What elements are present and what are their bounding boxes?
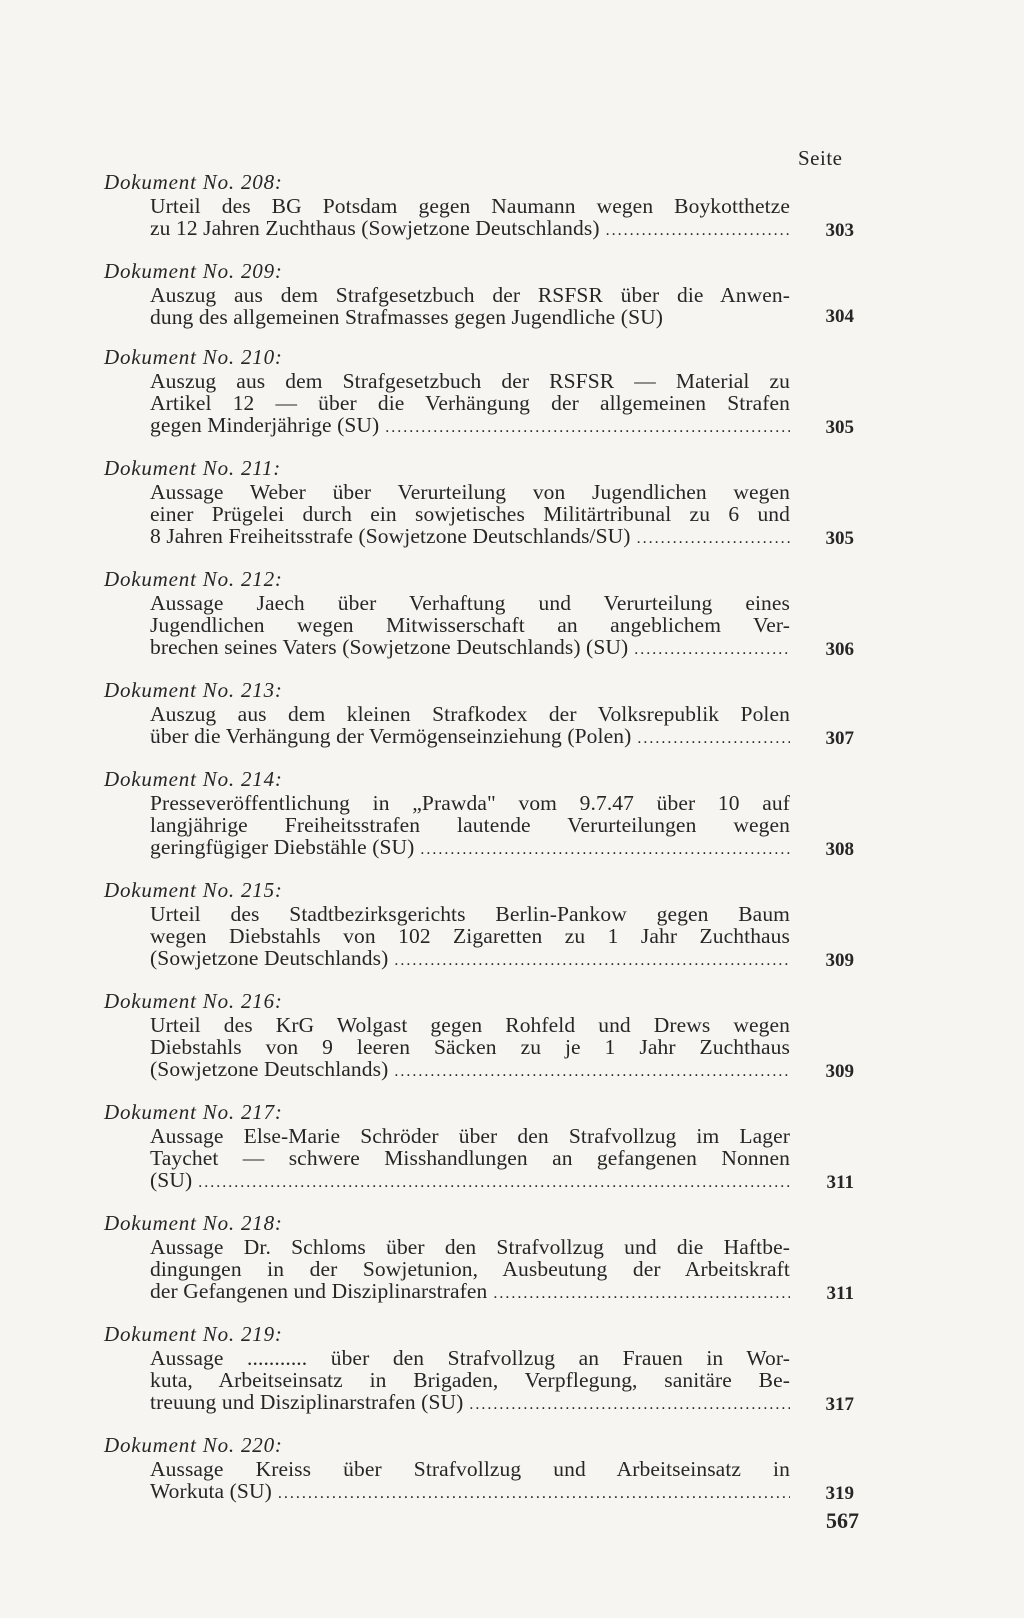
description-line: [150, 636, 790, 661]
description-line: Urteil des KrG Wolgast gegen Rohfeld und Drews wegen: [150, 1013, 790, 1037]
description-line: [150, 947, 790, 972]
description-line-text: treuung und Disziplinarstrafen (SU): [150, 1390, 464, 1414]
entry-body: [104, 1347, 854, 1416]
description-line-text: zu 12 Jahren Zuchthaus (Sowjetzone Deutschlands): [150, 216, 600, 240]
document-title: Dokument No. 213:: [104, 678, 283, 702]
description-line: [150, 1169, 790, 1194]
document-title: Dokument No. 219:: [104, 1322, 283, 1346]
dot-leader: [385, 417, 790, 439]
description-line: Auszug aus dem Strafgesetzbuch der RSFSR über die Anwen-: [150, 283, 790, 307]
document-title: Dokument No. 209:: [104, 259, 283, 283]
document-title: Dokument No. 218:: [104, 1211, 283, 1235]
description-line: Aussage ........... über den Strafvollzug an Frauen in Wor-: [150, 1346, 790, 1370]
dot-leader: [278, 1483, 790, 1505]
description-line: Diebstahls von 9 leeren Säcken zu je 1 Jahr Zuchthaus: [150, 1035, 790, 1059]
description-line-text: über die Verhängung der Vermögenseinziehung (Polen): [150, 724, 632, 748]
toc-entry: [104, 1322, 854, 1416]
entry-body: [104, 903, 854, 972]
entry-body: [104, 195, 854, 242]
entry-body: [104, 792, 854, 861]
description-line: [150, 414, 790, 439]
dot-leader: [420, 839, 790, 861]
description-line: [150, 1480, 790, 1505]
description-line: [150, 1058, 790, 1083]
document-title: Dokument No. 215:: [104, 878, 283, 902]
document-title: Dokument No. 220:: [104, 1433, 283, 1457]
description-line: Aussage Dr. Schloms über den Strafvollzug und die Haftbe-: [150, 1235, 790, 1259]
toc-entry: [104, 678, 854, 750]
description-line-text: Workuta (SU): [150, 1479, 272, 1503]
dot-leader: [469, 1394, 790, 1416]
entry-description: [150, 1014, 790, 1083]
entry-page-number: 317: [825, 1394, 854, 1415]
entry-description: [150, 903, 790, 972]
description-line: Urteil des Stadtbezirksgerichts Berlin-Pankow gegen Baum: [150, 902, 790, 926]
document-title: Dokument No. 211:: [104, 456, 282, 480]
toc-entry: [104, 878, 854, 972]
entry-body: [104, 703, 854, 750]
entry-description: [150, 284, 790, 328]
description-line-text: geringfügiger Diebstähle (SU): [150, 835, 415, 859]
description-line: dingungen in der Sowjetunion, Ausbeutung der Arbeitskraft: [150, 1257, 790, 1281]
toc-entry: [104, 1211, 854, 1305]
entry-page-number: 305: [825, 528, 854, 549]
description-line: [150, 1391, 790, 1416]
dot-leader: [637, 528, 790, 550]
toc-entry: [104, 170, 854, 242]
dot-leader: [637, 728, 790, 750]
dot-leader: [394, 950, 790, 972]
table-of-contents: [104, 170, 854, 1522]
description-line-text: 8 Jahren Freiheitsstrafe (Sowjetzone Deutschlands/SU): [150, 524, 631, 548]
entry-page-number: 309: [825, 1061, 854, 1082]
toc-entry: [104, 1433, 854, 1505]
entry-page-number: 304: [825, 306, 854, 327]
description-line: Artikel 12 — über die Verhängung der allgemeinen Strafen: [150, 391, 790, 415]
seite-column-label: Seite: [798, 146, 843, 170]
document-title: Dokument No. 214:: [104, 767, 283, 791]
entry-page-number: 311: [826, 1172, 854, 1193]
description-line: [150, 217, 790, 242]
document-title: Dokument No. 212:: [104, 567, 283, 591]
description-line: Urteil des BG Potsdam gegen Naumann wegen Boykotthetze: [150, 194, 790, 218]
toc-entry: [104, 989, 854, 1083]
entry-description: [150, 1125, 790, 1194]
toc-entry: [104, 259, 854, 328]
entry-body: [104, 1236, 854, 1305]
dot-leader: [606, 220, 790, 242]
description-line: Presseveröffentlichung in „Prawda" vom 9.7.47 über 10 auf: [150, 791, 790, 815]
description-line: Aussage Else-Marie Schröder über den Strafvollzug im Lager: [150, 1124, 790, 1148]
document-title: Dokument No. 217:: [104, 1100, 283, 1124]
entry-page-number: 303: [825, 220, 854, 241]
description-line: Auszug aus dem Strafgesetzbuch der RSFSR — Material zu: [150, 369, 790, 393]
document-title: Dokument No. 210:: [104, 345, 283, 369]
entry-body: [104, 1014, 854, 1083]
description-line-text: brechen seines Vaters (Sowjetzone Deutschlands) (SU): [150, 635, 629, 659]
entry-page-number: 308: [825, 839, 854, 860]
toc-entry: [104, 345, 854, 439]
description-line: kuta, Arbeitseinsatz in Brigaden, Verpflegung, sanitäre Be-: [150, 1368, 790, 1392]
document-title: Dokument No. 216:: [104, 989, 283, 1013]
description-line-text: (SU): [150, 1168, 193, 1192]
entry-body: [104, 1125, 854, 1194]
dot-leader: [198, 1172, 790, 1194]
entry-body: [104, 1458, 854, 1505]
entry-body: [104, 481, 854, 550]
entry-body: [104, 370, 854, 439]
toc-entry: [104, 1100, 854, 1194]
dot-leader: [634, 639, 790, 661]
description-line-text: der Gefangenen und Disziplinarstrafen: [150, 1279, 488, 1303]
entry-description: [150, 195, 790, 242]
entry-description: [150, 1236, 790, 1305]
dot-leader: [394, 1061, 790, 1083]
description-line: Taychet — schwere Misshandlungen an gefangenen Nonnen: [150, 1146, 790, 1170]
description-line: Aussage Weber über Verurteilung von Jugendlichen wegen: [150, 480, 790, 504]
description-line: [150, 306, 790, 328]
entry-description: [150, 703, 790, 750]
description-line: Aussage Kreiss über Strafvollzug und Arbeitseinsatz in: [150, 1457, 790, 1481]
description-line: Jugendlichen wegen Mitwisserschaft an angeblichem Ver-: [150, 613, 790, 637]
entry-description: [150, 792, 790, 861]
entry-description: [150, 1347, 790, 1416]
description-line: [150, 1280, 790, 1305]
toc-entry: [104, 456, 854, 550]
description-line-text: (Sowjetzone Deutschlands): [150, 946, 389, 970]
document-title: Dokument No. 208:: [104, 170, 283, 194]
description-line: wegen Diebstahls von 102 Zigaretten zu 1 Jahr Zuchthaus: [150, 924, 790, 948]
entry-description: [150, 481, 790, 550]
toc-entry: [104, 567, 854, 661]
description-line: [150, 836, 790, 861]
description-line-text: gegen Minderjährige (SU): [150, 413, 380, 437]
description-line: [150, 725, 790, 750]
page-number: 567: [826, 1508, 859, 1533]
entry-description: [150, 1458, 790, 1505]
entry-page-number: 319: [825, 1483, 854, 1504]
entry-page-number: 309: [825, 950, 854, 971]
description-line: einer Prügelei durch ein sowjetisches Militärtribunal zu 6 und: [150, 502, 790, 526]
toc-entry: [104, 767, 854, 861]
entry-page-number: 305: [825, 417, 854, 438]
entry-body: [104, 284, 854, 328]
entry-page-number: 306: [825, 639, 854, 660]
description-line: Aussage Jaech über Verhaftung und Verurteilung eines: [150, 591, 790, 615]
description-line: langjährige Freiheitsstrafen lautende Verurteilungen wegen: [150, 813, 790, 837]
entry-description: [150, 592, 790, 661]
description-line: Auszug aus dem kleinen Strafkodex der Volksrepublik Polen: [150, 702, 790, 726]
description-line-text: (Sowjetzone Deutschlands): [150, 1057, 389, 1081]
entry-page-number: 307: [825, 728, 854, 749]
entry-body: [104, 592, 854, 661]
entry-description: [150, 370, 790, 439]
entry-page-number: 311: [826, 1283, 854, 1304]
description-line: [150, 525, 790, 550]
description-line-text: dung des allgemeinen Strafmasses gegen Jugendliche (SU): [150, 305, 664, 329]
dot-leader: [493, 1283, 790, 1305]
